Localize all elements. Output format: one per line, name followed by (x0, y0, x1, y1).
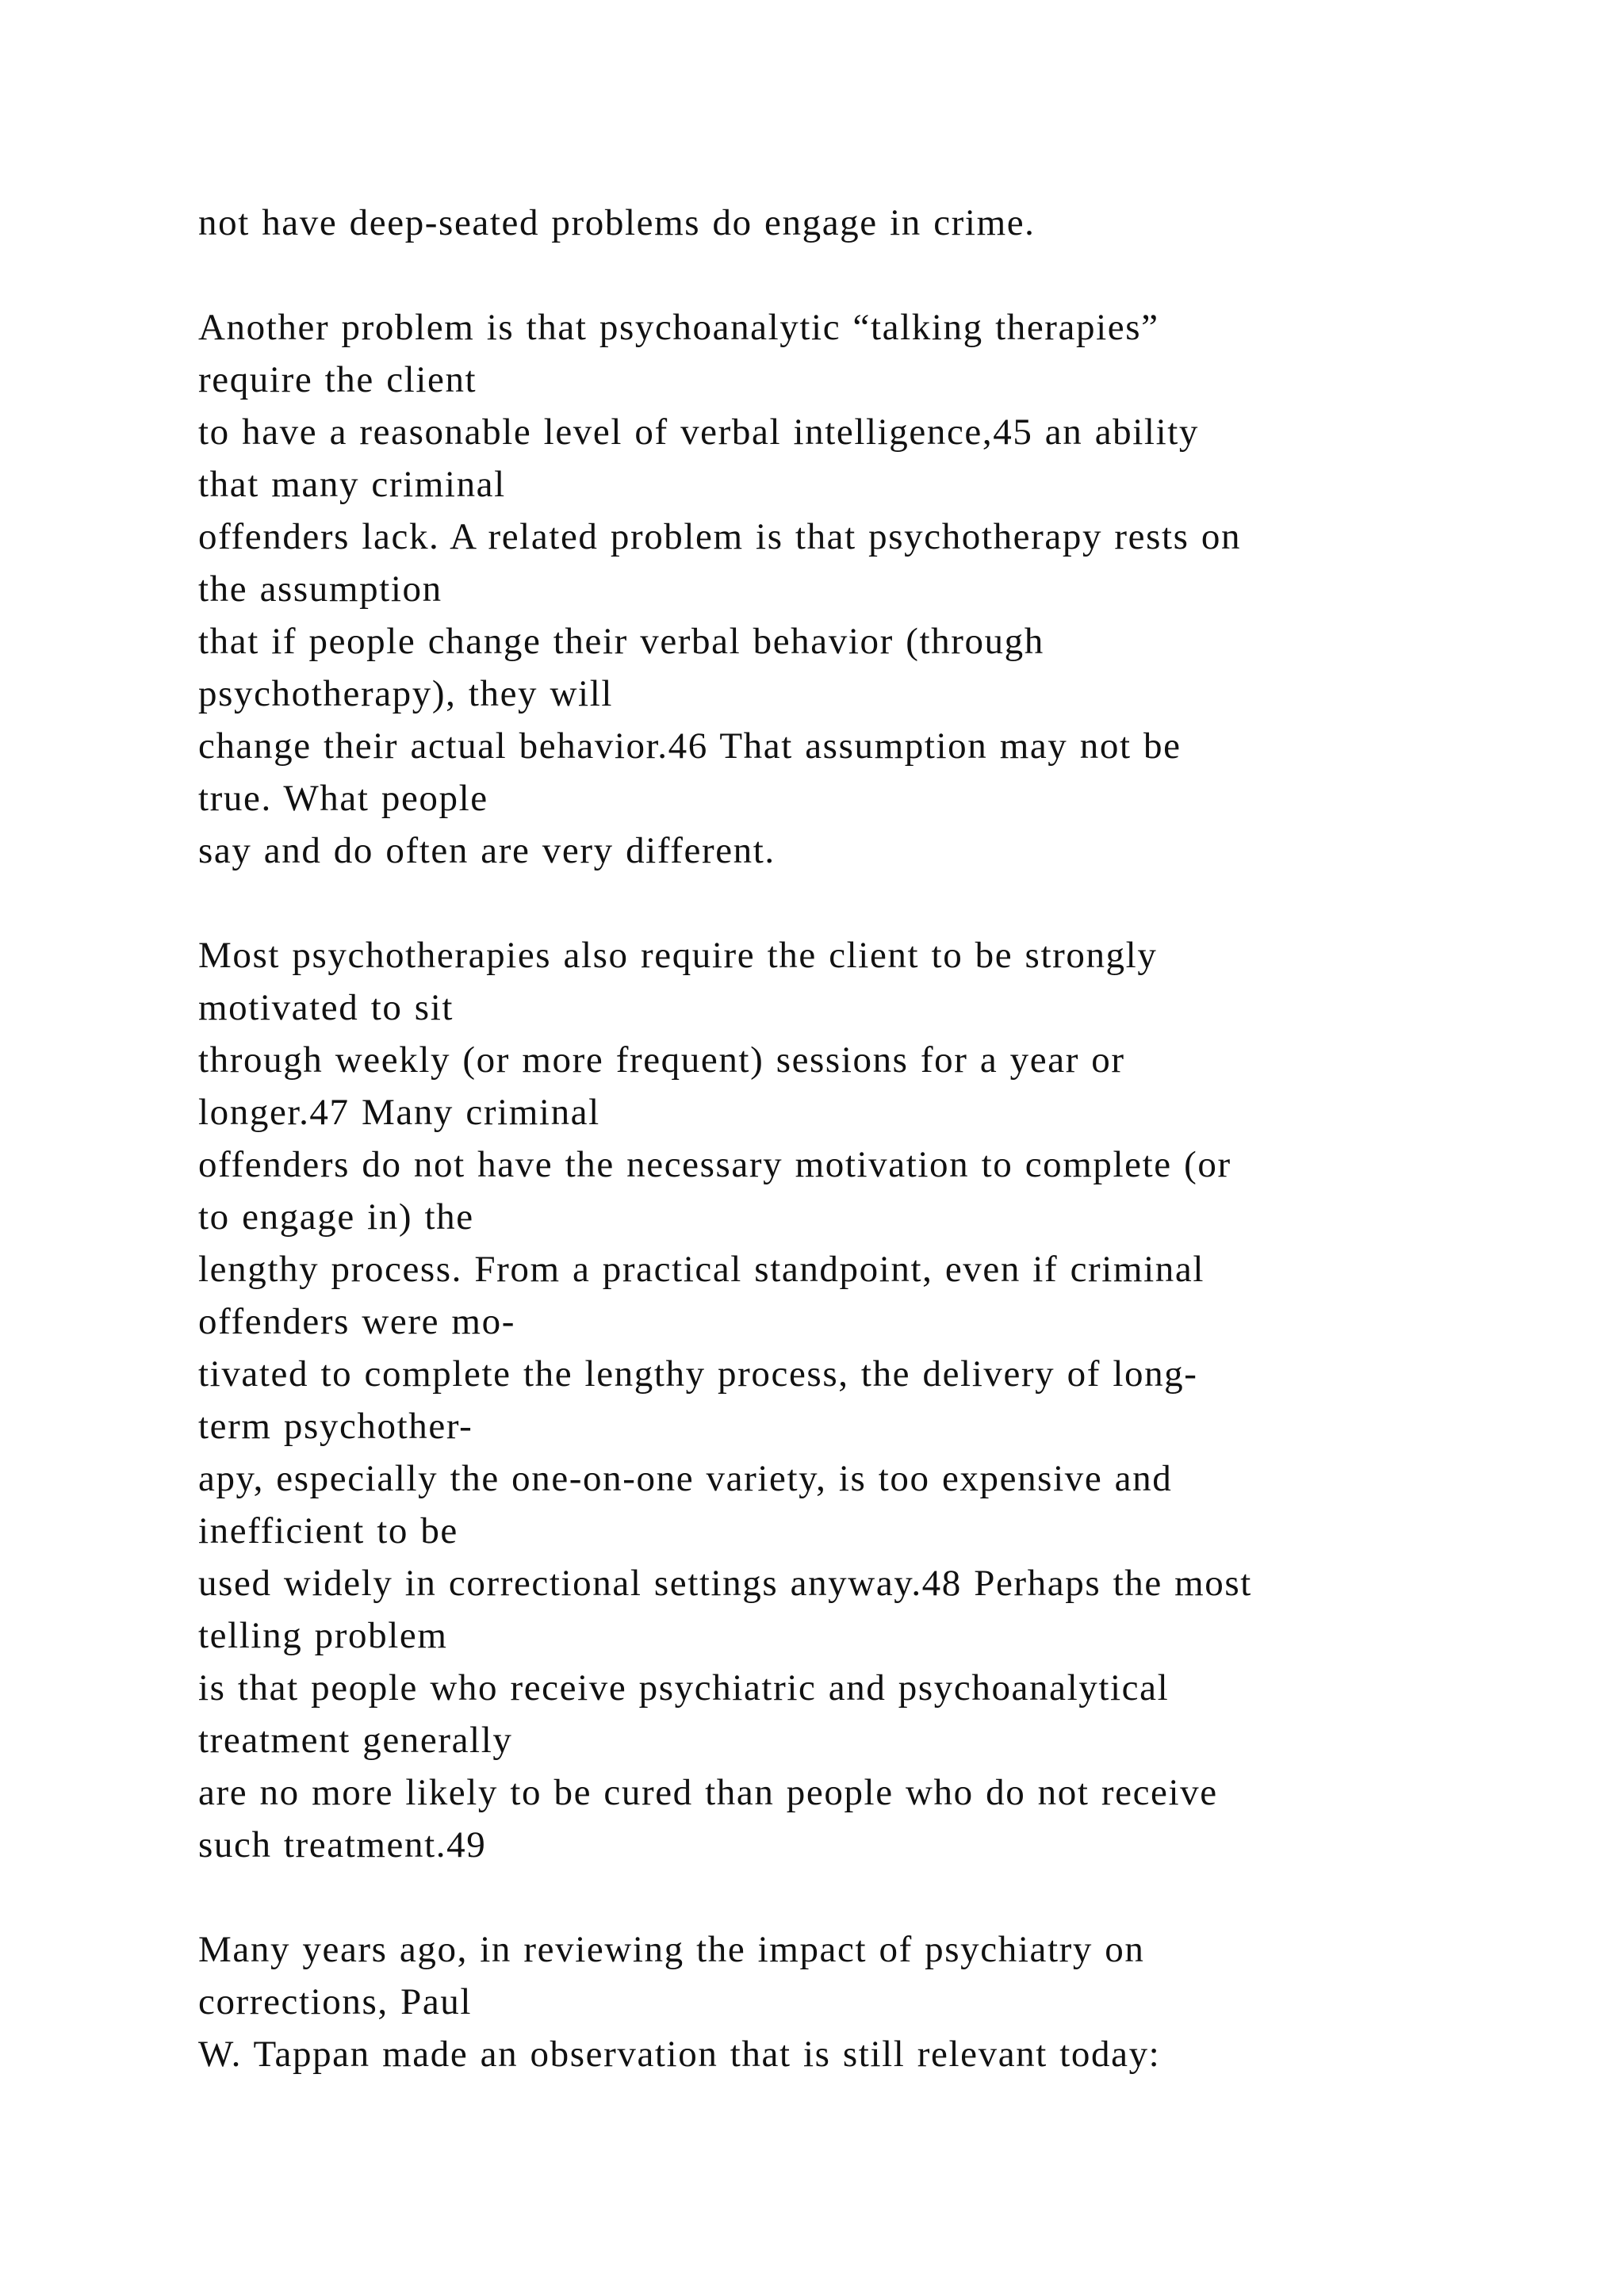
paragraph-gap (198, 1871, 1507, 1923)
text-line: are no more likely to be cured than people who do not receive (198, 1772, 1218, 1813)
paragraph (198, 197, 1507, 249)
text-line: tivated to complete the lengthy process, the delivery of long- (198, 1353, 1198, 1395)
text-line: that many criminal (198, 464, 506, 505)
body-text (198, 197, 1507, 2080)
text-line: say and do often are very different. (198, 830, 776, 871)
text-line: offenders lack. A related problem is that psychotherapy rests on (198, 516, 1242, 557)
text-line: Many years ago, in reviewing the impact of psychiatry on (198, 1929, 1145, 1970)
text-line: true. What people (198, 778, 488, 819)
text-line: longer.47 Many criminal (198, 1092, 600, 1133)
text-line: require the client (198, 359, 477, 400)
text-line: to engage in) the (198, 1196, 474, 1238)
text-line: term psychother- (198, 1406, 473, 1447)
text-line: corrections, Paul (198, 1981, 473, 2022)
text-line: through weekly (or more frequent) sessions for a year or (198, 1039, 1125, 1081)
paragraph (198, 301, 1507, 877)
text-line: offenders were mo- (198, 1301, 515, 1342)
text-line: treatment generally (198, 1720, 513, 1761)
text-line: the assumption (198, 568, 442, 610)
paragraph-gap (198, 877, 1507, 929)
paragraph (198, 1923, 1507, 2080)
text-line: Most psychotherapies also require the client to be strongly (198, 935, 1158, 976)
text-line: not have deep-seated problems do engage in crime. (198, 202, 1036, 243)
text-line: W. Tappan made an observation that is still relevant today: (198, 2034, 1161, 2075)
text-line: that if people change their verbal behavior (through (198, 621, 1044, 662)
text-line: telling problem (198, 1615, 448, 1656)
paragraph-gap (198, 249, 1507, 301)
text-line: such treatment.49 (198, 1824, 487, 1866)
text-line: inefficient to be (198, 1510, 458, 1552)
text-line: is that people who receive psychiatric and psychoanalytical (198, 1667, 1170, 1709)
text-line: lengthy process. From a practical standpoint, even if criminal (198, 1249, 1205, 1290)
text-line: offenders do not have the necessary motivation to complete (or (198, 1144, 1231, 1185)
text-line: change their actual behavior.46 That assumption may not be (198, 725, 1182, 767)
paragraph (198, 929, 1507, 1871)
text-line: motivated to sit (198, 987, 454, 1028)
text-line: used widely in correctional settings anyway.48 Perhaps the most (198, 1563, 1252, 1604)
text-line: psychotherapy), they will (198, 673, 614, 714)
text-line: apy, especially the one-on-one variety, is too expensive and (198, 1458, 1173, 1499)
text-line: Another problem is that psychoanalytic “talking therapies” (198, 307, 1159, 348)
text-line: to have a reasonable level of verbal intelligence,45 an ability (198, 411, 1199, 453)
